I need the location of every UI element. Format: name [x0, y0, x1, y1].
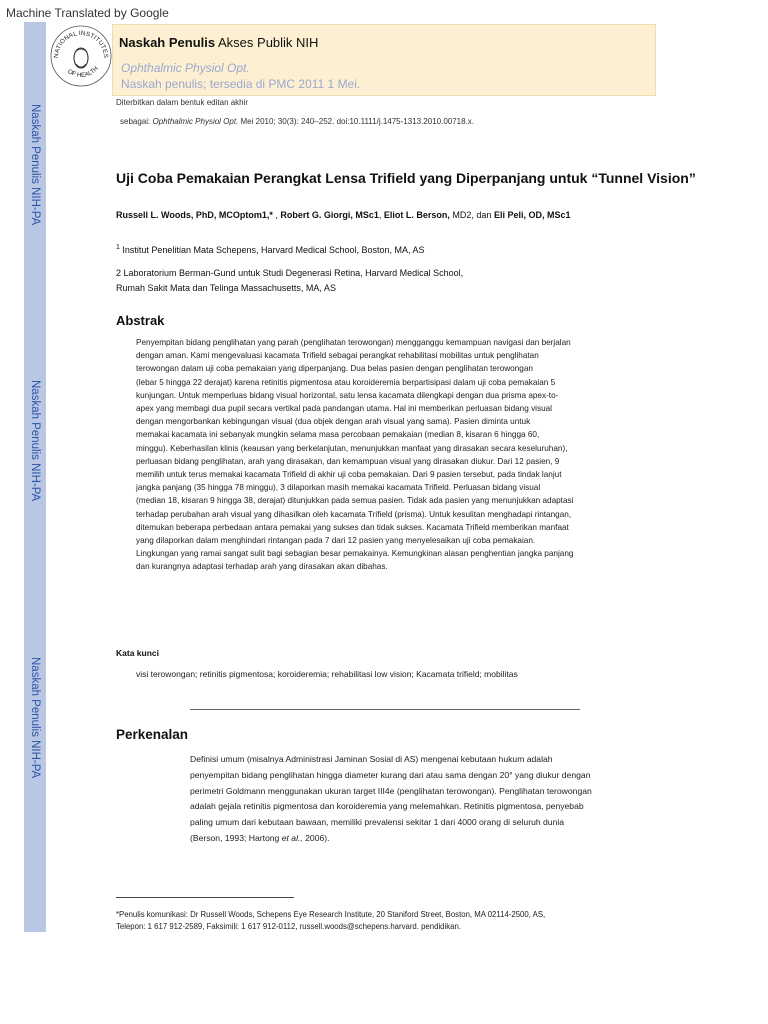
affiliation-1: $^1$ Institut Penelitian Mata Schepens, Harvard Medical School, Boston, MA, AS	[116, 244, 425, 255]
abstract-line: perluasan bidang penglihatan, arah yang dirasakan, dan kemampuan visual yang dirasakan diukur. Dari 12 pasien, 9	[136, 456, 560, 466]
keywords-heading: Kata kunci	[116, 648, 159, 658]
author-manuscript-header	[112, 24, 656, 96]
abstract-line: Lingkungan yang ramai sangat sulit bagi sebagian besar pemakainya. Kemungkinan alasan penghentian jangka panjang	[136, 549, 574, 559]
nih-logo-icon	[49, 24, 113, 88]
citation-line: sebagai: Ophthalmic Physiol Opt. Mei 2010; 30(3): 240–252. doi:10.1111/j.1475-1313.2010.00718.x.	[120, 117, 475, 126]
abstract-line: ditemukan beberapa perbedaan antara pemakai yang sukses dan tidak sukses. Kacamata Trifield memberikan manfaat	[136, 522, 569, 532]
author-list: Russell L. Woods, PhD, MCOptom1,* , Robert G. Giorgi, MSc1, Eliot L. Berson, MD2, dan Eli Peli, OD, MSc1	[116, 210, 571, 220]
intro-line: Definisi umum (misalnya Administrasi Jaminan Sosial di AS) mengenai kebutaan hukum adalah	[190, 754, 553, 764]
intro-line: adalah gejala retinitis pigmentosa dan koroideremia yang melemahkan. Retinitis pigmentosa, penyebab	[190, 801, 584, 812]
abstract-line: dengan mengorbankan kebingungan visual (dua objek dengan arah visual yang sama). Pasien diminta untuk	[136, 417, 531, 427]
published-final-note: Diterbitkan dalam bentuk editan akhir	[116, 98, 249, 107]
abstract-line: dengan aman. Kami mengevaluasi kacamata Trifield sebagai perangkat rehabilitasi mobilitas untuk penglihatan	[136, 351, 539, 361]
header-journal: Ophthalmic Physiol Opt.	[121, 61, 250, 75]
abstract-line: Penyempitan bidang penglihatan yang parah (penglihatan terowongan) mengganggu kemampuan navigasi dan berjalan	[136, 338, 571, 347]
abstract-line: terowongan dalam uji coba pemakaian yang diperpanjang. Dua belas pasien dengan penglihatan terowongan	[136, 364, 533, 374]
header-title: Naskah Penulis Akses Publik NIH	[119, 35, 319, 50]
abstract-line: minggu). Keberhasilan klinis (keausan yang berkelanjutan, menunjukkan manfaat yang dirasakan secara keseluruhan),	[136, 443, 568, 453]
abstract-line: dan kurangnya adaptasi terhadap arah yang dirasakan akan dibahas.	[136, 562, 388, 572]
abstract-line: kunjungan. Untuk memperluas bidang visual horizontal, satu lensa kacamata dilengkapi dengan dua prisma apex-to-	[136, 390, 559, 400]
logo-text-bottom: OF HEALTH	[66, 65, 100, 80]
abstract-line: yang dilaporkan dalam menghindari rintangan pada 7 dari 12 pasien yang menyelesaikan uji coba pemakaian.	[136, 536, 536, 546]
abstract-line: apex yang membagi dua pupil secara vertikal pada pandangan utama. Hal ini memberikan perluasan bidang visual	[136, 404, 552, 414]
correspondence-footnote: *Penulis komunikasi: Dr Russell Woods, Schepens Eye Research Institute, 20 Staniford Street, Boston, MA 02114-2500, AS, Telepon: 1 617 912-2589, Faksimili: 1 617 912-0112, russell.woods@schepens.harvard. pendidikan.	[116, 910, 546, 931]
section-divider	[190, 709, 580, 710]
machine-translated-banner: Machine Translated by Google	[6, 6, 169, 20]
keywords-list: visi terowongan; retinitis pigmentosa; koroideremia; rehabilitasi low vision; Kacamata trifield; mobilitas	[136, 669, 518, 679]
abstract-line: memilih untuk terus memakai kacamata Trifield di akhir uji coba pemakaian. Dari 9 pasien tersebut, pada tindak lanjut	[136, 470, 562, 480]
abstract-heading: Abstrak	[116, 313, 165, 328]
abstract-line: (median 18, kisaran 9 hingga 38, derajat) ditunjukkan pada semua pasien. Tidak ada pasien yang menunjukkan adaptasi	[136, 496, 574, 506]
abstract-body	[136, 336, 646, 574]
footnote-rule	[116, 897, 294, 898]
abstract-line: terhadap perubahan arah visual yang dihasilkan oleh kacamata Trifield (prisma). Untuk kesulitan menghadapi rintangan,	[136, 509, 572, 519]
intro-line: penyempitan bidang penglihatan hingga diameter kurang dari atau sama dengan 20° yang diukur dengan	[190, 769, 591, 780]
logo-text-top: NATIONAL INSTITUTES	[52, 29, 110, 59]
abstract-line: (lebar 5 hingga 22 derajat) karena retinitis pigmentosa atau koroideremia berpartisipasi dalam uji coba pemakaian 5	[136, 377, 556, 387]
abstract-line: jangka panjang (35 hingga 78 minggu), 3 dilaporkan masih memakai kacamata Trifield. Perluasan bidang visual	[136, 483, 541, 493]
introduction-body	[190, 752, 660, 847]
article-title: Uji Coba Pemakaian Perangkat Lensa Trifield yang Diperpanjang untuk “Tunnel Vision”	[116, 170, 696, 186]
affiliation-2: 2 Laboratorium Berman-Gund untuk Studi Degenerasi Retina, Harvard Medical School, Rumah Sakit Mata dan Telinga Massachusetts, MA, AS	[116, 268, 464, 293]
header-availability: Naskah penulis; tersedia di PMC 2011 1 Mei.	[121, 77, 361, 91]
intro-line: paling umum dari kebutaan bawaan, memiliki prevalensi sekitar 1 dari 4000 orang di seluruh dunia	[190, 817, 565, 828]
abstract-line: memakai kacamata ini sebanyak mungkin selama masa percobaan pemakaian (median 8, kisaran 6 hingga 60,	[136, 430, 540, 440]
introduction-heading: Perkenalan	[116, 727, 189, 742]
intro-line: perimetri Goldmann menggunakan ukuran target III4e (penglihatan terowongan). Penglihatan terowongan	[190, 785, 592, 796]
intro-line-last: (Berson, 1993; Hartong et al., 2006).	[190, 832, 330, 843]
